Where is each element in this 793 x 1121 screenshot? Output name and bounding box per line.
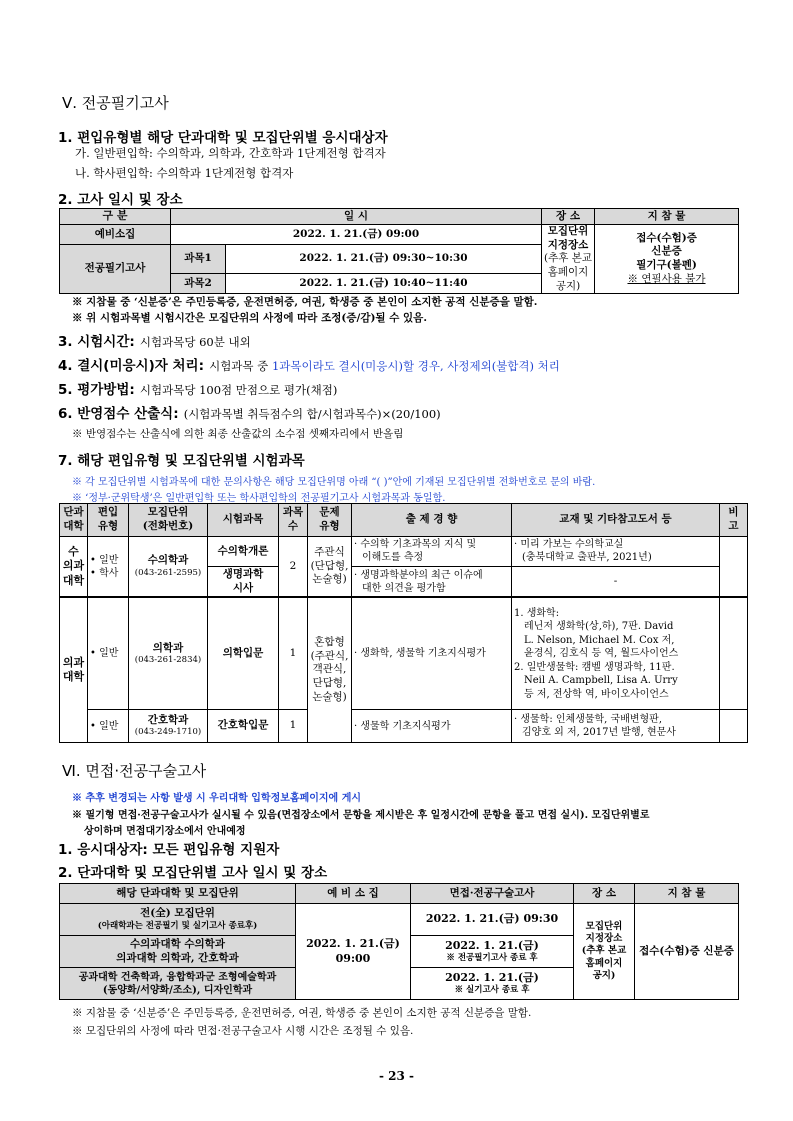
row-all-units: 전(全) 모집단위 (아래학과는 전공필기 및 실기고사 종료후) xyxy=(60,904,296,936)
heading-1-item-b: 나. 학사편입학: 수의학과 1단계전형 합격자 xyxy=(75,166,294,180)
heading-4-text-b: 1과목이라도 결시(미응시)할 경우, 사정제외(불합격) 처리 xyxy=(271,359,560,373)
row-arts: 공과대학 건축학과, 융합학과군 조형예술학과 (동양화/서양화/조소), 디자인학과 xyxy=(60,968,296,1000)
th-count: 과목 수 xyxy=(279,504,308,537)
header-jangso: 장 소 xyxy=(542,209,595,225)
heading-7: 7. 해당 편입유형 및 모집단위별 시험과목 xyxy=(58,453,305,469)
heading-3-text: 시험과목당 60분 내외 xyxy=(139,335,251,349)
vet-book-1: · 미리 가보는 수의학교실 (충북대학교 출판부, 2021년) xyxy=(512,536,720,567)
subject2-label: 과목2 xyxy=(171,274,226,294)
items-to-bring xyxy=(595,225,739,294)
th-exam: 면접·전공구술고사 xyxy=(411,884,574,904)
heading-1: 1. 편입유형별 해당 단과대학 및 모집단위별 응시대상자 xyxy=(58,130,388,146)
exam-schedule-table xyxy=(59,208,739,294)
med-unit: 의학과 (043-261-2834) xyxy=(129,597,208,709)
nur-subject: 간호학입문 xyxy=(208,710,279,743)
th-books: 교재 및 기타참고도서 등 xyxy=(512,504,720,537)
heading-2: 2. 고사 일시 및 장소 xyxy=(58,192,183,208)
items-line4: ※ 연필사용 불가 xyxy=(627,272,706,285)
th-items: 지 참 물 xyxy=(635,884,739,904)
vet-subject-1: 수의학개론 xyxy=(208,536,279,567)
header-ilsi: 일 시 xyxy=(171,209,542,225)
heading-5-text: 시험과목당 100점 만점으로 평가(채점) xyxy=(139,383,338,397)
page-number: - 23 - xyxy=(378,1069,414,1083)
row-prep-label: 예비소집 xyxy=(60,225,171,245)
med-books: 1. 생화학: 레닌저 생화학(상,하), 7판. David L. Nelson, Michael M. Cox 저, 윤경식, 김호식 등 역, 월드사이언스 2. 일반생물학: 캠벨 생명과학, 11판. Neil A. Campbell, Lisa A. Urry 등 저, 전상학 역, 바이오사이언스 xyxy=(512,597,720,709)
section-5-title: Ⅴ. 전공필기고사 xyxy=(62,94,169,112)
nur-count: 1 xyxy=(279,710,308,743)
heading-3-label: 3. 시험시간: xyxy=(58,334,135,350)
vet-unit: 수의학과 (043-261-2595) xyxy=(129,536,208,597)
section-6-note-b1: ※ 필기형 면접·전공구술고사가 실시될 수 있음(면접장소에서 문항을 제시받은 후 일정시간에 문항을 풀고 면접 실시). 모집단위별로 xyxy=(72,810,650,821)
heading-6-text: (시험과목별 취득점수의 합/시험과목수)×(20/100) xyxy=(183,407,441,421)
subject1-label: 과목1 xyxy=(171,245,226,274)
med-trend: · 생화학, 생물학 기초지식평가 xyxy=(352,597,512,709)
note-id-card: ※ 지참물 중 ‘신분증’은 주민등록증, 운전면허증, 여권, 학생증 중 본인이 소지한 공적 신분증을 말함. xyxy=(72,296,538,308)
heading-5 xyxy=(58,378,337,398)
subject2-time: 2022. 1. 21.(금) 10:40~11:40 xyxy=(226,274,542,294)
vet-trend-1: · 수의학 기초과목의 지식 및 이해도를 측정 xyxy=(352,536,512,567)
header-jichampum: 지 참 물 xyxy=(595,209,739,225)
heading-1-item-a: 가. 일반편입학: 수의학과, 의학과, 간호학과 1단계전형 합격자 xyxy=(75,146,386,160)
nur-remarks xyxy=(720,710,748,743)
th-pre: 예 비 소 집 xyxy=(296,884,411,904)
vet-subject-2: 생명과학 시사 xyxy=(208,567,279,598)
th-place: 장 소 xyxy=(574,884,635,904)
med-count: 1 xyxy=(279,597,308,709)
nur-unit: 간호학과 (043-249-1710) xyxy=(129,710,208,743)
row-prep-time: 2022. 1. 21.(금) 09:00 xyxy=(171,225,542,245)
heading-4-label: 4. 결시(미응시)자 처리: xyxy=(58,358,204,374)
section-6-note-a: ※ 추후 변경되는 사항 발생 시 우리대학 입학정보홈페이지에 게시 xyxy=(72,793,362,804)
th-question-type: 문제 유형 xyxy=(308,504,352,537)
footer-note-2: ※ 모집단위의 사정에 따라 면접·전공구술고사 시행 시간은 조정될 수 있음. xyxy=(72,1025,414,1037)
vet-question-type: 주관식 (단답형, 논술형) xyxy=(308,536,352,597)
items-line3: 필기구(볼펜) xyxy=(636,259,697,272)
section-6-heading-1: 1. 응시대상자: 모든 편입유형 지원자 xyxy=(58,842,280,858)
note-time-adjust: ※ 위 시험과목별 시험시간은 모집단위의 사정에 따라 조정(증/감)될 수 있음. xyxy=(72,312,427,324)
items-line2: 신분증 xyxy=(651,245,682,258)
heading-7-note1: ※ 각 모집단위별 시험과목에 대한 문의사항은 해당 모집단위명 아래 “( )”안에 기재된 모집단위별 전화번호로 문의 바람. xyxy=(72,477,596,488)
th-type: 편입 유형 xyxy=(88,504,129,537)
heading-5-label: 5. 평가방법: xyxy=(58,382,135,398)
heading-6-note: ※ 반영점수는 산출식에 의한 최종 산출값의 소수점 셋째자리에서 반올림 xyxy=(72,428,404,440)
nur-trend: · 생물학 기초지식평가 xyxy=(352,710,512,743)
section-6-note-b2: 상이하며 면접대기장소에서 안내예정 xyxy=(84,826,246,837)
vet-college: 수 의과 대학 xyxy=(60,536,88,597)
th-trend: 출 제 경 향 xyxy=(352,504,512,537)
exam-time-3: 2022. 1. 21.(금) ※ 실기고사 종료 후 xyxy=(411,968,574,1000)
heading-4-text-a: 시험과목 중 xyxy=(209,359,272,373)
heading-6-label: 6. 반영점수 산출식: xyxy=(58,406,179,422)
med-type: • 일반 xyxy=(88,597,129,709)
header-gubun: 구 분 xyxy=(60,209,171,225)
section-6-heading-2: 2. 단과대학 및 모집단위별 고사 일시 및 장소 xyxy=(58,865,328,881)
subject1-time: 2022. 1. 21.(금) 09:30~10:30 xyxy=(226,245,542,274)
exam-place-line3: 홈페이지 공지) xyxy=(547,265,589,292)
row-vet-med: 수의과대학 수의학과 의과대학 의학과, 간호학과 xyxy=(60,936,296,968)
med-subject: 의학입문 xyxy=(208,597,279,709)
exam-place xyxy=(542,225,595,294)
exam-time-2: 2022. 1. 21.(금) ※ 전공필기고사 종료 후 xyxy=(411,936,574,968)
vet-count: 2 xyxy=(279,536,308,597)
vet-remarks xyxy=(720,536,748,597)
th-remarks: 비 고 xyxy=(720,504,748,537)
exam-place-line1: 모집단위 지정장소 xyxy=(547,225,589,251)
vet-book-2: - xyxy=(512,567,720,598)
med-question-type: 혼합형 (주관식, 객관식, 단답형, 논술형) xyxy=(308,597,352,742)
row-written-exam-label: 전공필기고사 xyxy=(60,245,171,294)
vet-trend-2: · 생명과학분야의 최근 이슈에 대한 의견을 평가함 xyxy=(352,567,512,598)
exam-time-1: 2022. 1. 21.(금) 09:30 xyxy=(411,904,574,936)
nur-type: • 일반 xyxy=(88,710,129,743)
interview-place: 모집단위 지정장소 (추후 본교 홈페이지 공지) xyxy=(574,904,635,1000)
med-remarks xyxy=(720,597,748,709)
th-unit: 모집단위 (전화번호) xyxy=(129,504,208,537)
heading-4 xyxy=(58,354,560,374)
med-college: 의과 대학 xyxy=(60,597,88,742)
pre-gathering: 2022. 1. 21.(금) 09:00 xyxy=(296,904,411,1000)
th-subject: 시험과목 xyxy=(208,504,279,537)
subject-table xyxy=(59,503,748,743)
th-college: 단과 대학 xyxy=(60,504,88,537)
heading-7-note2: ※ ‘정부·군위탁생’은 일반편입학 또는 학사편입학의 전공필기고사 시험과목과 동일함. xyxy=(72,493,446,504)
nur-books: · 생물학: 인체생물학, 국배변형판, 김양호 외 저, 2017년 발행, 현문사 xyxy=(512,710,720,743)
exam-place-line2: (추후 본교 xyxy=(544,252,593,265)
interview-table xyxy=(59,883,739,1000)
items-line1: 접수(수험)증 xyxy=(636,231,697,244)
vet-type: • 일반 • 학사 xyxy=(88,536,129,597)
th-unit: 해당 단과대학 및 모집단위 xyxy=(60,884,296,904)
footer-note-1: ※ 지참물 중 ‘신분증’은 주민등록증, 운전면허증, 여권, 학생증 중 본인이 소지한 공적 신분증을 말함. xyxy=(72,1007,532,1019)
heading-3 xyxy=(58,330,251,350)
section-6-title: Ⅵ. 면접·전공구술고사 xyxy=(62,762,207,780)
interview-items: 접수(수험)증 신분증 xyxy=(635,904,739,1000)
heading-6 xyxy=(58,402,441,422)
